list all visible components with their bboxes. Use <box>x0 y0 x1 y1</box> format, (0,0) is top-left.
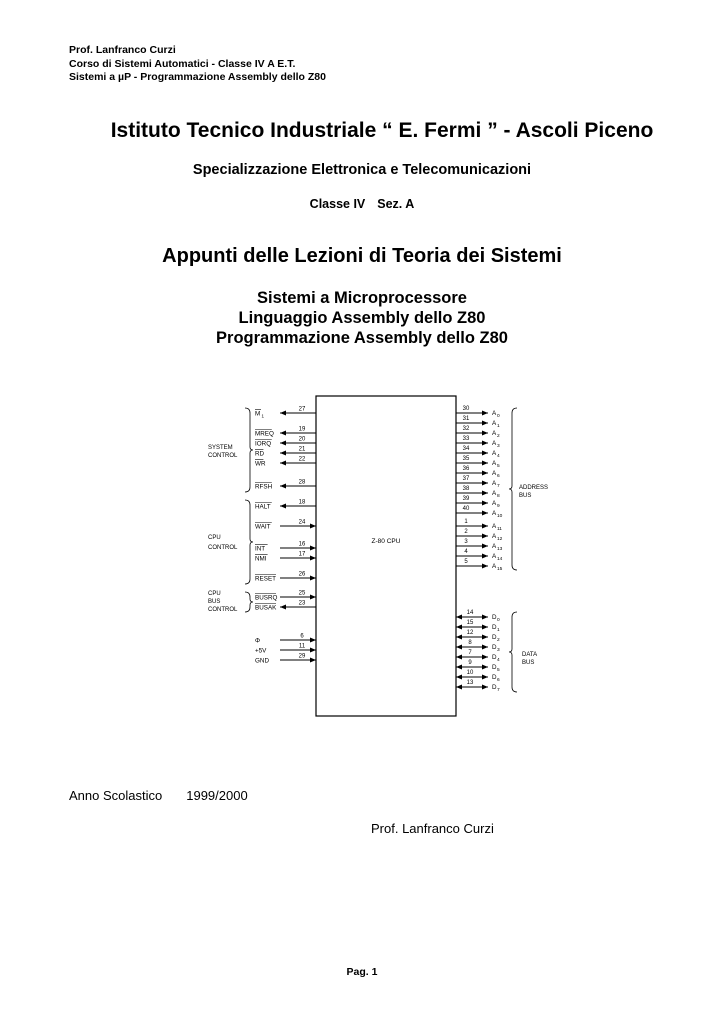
cpu-chip-label: Z-80 CPU <box>371 538 401 545</box>
address-pin-arrow <box>482 451 488 456</box>
data-pin-arrow <box>456 685 462 690</box>
address-signal-label: A <box>492 533 497 540</box>
cpu-chip-body <box>316 396 456 716</box>
left-signal-label: RFSH <box>255 483 273 491</box>
address-pin-arrow <box>482 544 488 549</box>
address-bus-brace <box>509 408 517 570</box>
cpu-control-label: CPU <box>208 535 221 541</box>
bus-control-label: CPU <box>208 591 221 597</box>
left-signal-label: M <box>255 410 261 418</box>
left-pin-arrow <box>310 595 316 600</box>
left-signal-label: BUSAK <box>255 604 277 612</box>
data-pin-arrow <box>456 615 462 620</box>
system-control-label: CONTROL <box>208 453 238 459</box>
data-signal-label: D <box>492 664 497 671</box>
address-pin-arrow <box>482 471 488 476</box>
data-pin-arrow <box>456 635 462 640</box>
data-pin-number: 9 <box>468 660 472 666</box>
data-pin-arrow <box>482 645 488 650</box>
cpu-control-label: CONTROL <box>208 545 238 551</box>
address-signal-subscript: 2 <box>497 434 500 439</box>
left-pin-arrow <box>310 658 316 663</box>
data-pin-number: 13 <box>466 680 474 686</box>
data-pin-number: 8 <box>468 640 472 646</box>
left-signal-label: IORQ <box>255 440 272 448</box>
left-signal-label: WR <box>255 460 266 468</box>
address-signal-label: A <box>492 410 497 417</box>
cpu-control-brace <box>245 500 253 584</box>
address-signal-label: A <box>492 563 497 570</box>
page-number: Pag. 1 <box>346 966 378 978</box>
left-pin-number: 24 <box>298 519 306 526</box>
address-signal-label: A <box>492 420 497 427</box>
address-pin-arrow <box>482 511 488 516</box>
data-signal-subscript: 2 <box>497 638 500 643</box>
data-pin-arrow <box>482 655 488 660</box>
left-pin-number: 20 <box>298 436 306 443</box>
address-signal-subscript: 4 <box>497 454 500 459</box>
left-pin-arrow <box>310 648 316 653</box>
left-signal-label: BUSRQ <box>255 594 278 602</box>
left-pin-number: 6 <box>300 633 304 640</box>
left-signal-label: RESET <box>255 575 276 583</box>
data-pin-arrow <box>482 685 488 690</box>
data-signal-label: D <box>492 634 497 641</box>
left-signal-label: Φ <box>255 637 261 645</box>
data-signal-subscript: 7 <box>497 688 500 693</box>
data-signal-label: D <box>492 684 497 691</box>
institute-title: Istituto Tecnico Industriale “ E. Fermi ” - Ascoli Piceno <box>110 119 654 142</box>
header-line-author: Prof. Lanfranco Curzi <box>69 44 176 56</box>
address-pin-number: 5 <box>464 559 468 565</box>
data-pin-arrow <box>482 625 488 630</box>
data-pin-number: 15 <box>466 620 474 626</box>
address-bus-label: ADDRESS <box>519 485 549 491</box>
address-signal-label: A <box>492 440 497 447</box>
left-pin-arrow <box>310 638 316 643</box>
data-signal-subscript: 4 <box>497 658 500 663</box>
address-pin-number: 34 <box>462 446 470 452</box>
data-pin-arrow <box>456 665 462 670</box>
address-pin-arrow <box>482 461 488 466</box>
address-pin-number: 38 <box>462 486 470 492</box>
data-signal-label: D <box>492 654 497 661</box>
left-pin-arrow <box>310 576 316 581</box>
class-label: Classe IV <box>309 197 366 211</box>
data-bus-label: BUS <box>522 660 535 666</box>
data-bus-brace <box>509 612 517 692</box>
left-pin-arrow <box>310 546 316 551</box>
left-pin-number: 28 <box>298 479 306 486</box>
address-signal-label: A <box>492 510 497 517</box>
address-signal-subscript: 14 <box>497 557 503 562</box>
address-signal-label: A <box>492 553 497 560</box>
data-signal-subscript: 3 <box>497 648 500 653</box>
address-pin-number: 4 <box>464 549 468 555</box>
header-line-subject: Sistemi a µP - Programmazione Assembly dello Z80 <box>69 71 326 83</box>
address-pin-number: 39 <box>462 496 470 502</box>
left-signal-label: +5V <box>255 647 267 655</box>
address-pin-arrow <box>482 534 488 539</box>
section-label: Sez. A <box>377 197 415 211</box>
address-pin-number: 1 <box>464 519 468 525</box>
address-signal-label: A <box>492 523 497 530</box>
data-pin-arrow <box>456 625 462 630</box>
left-pin-arrow <box>280 451 286 456</box>
left-pin-arrow <box>280 431 286 436</box>
data-signal-label: D <box>492 674 497 681</box>
address-signal-label: A <box>492 470 497 477</box>
address-signal-label: A <box>492 490 497 497</box>
data-signal-subscript: 0 <box>497 618 500 623</box>
data-pin-arrow <box>456 645 462 650</box>
school-year-value: 1999/2000 <box>186 788 248 803</box>
address-signal-label: A <box>492 460 497 467</box>
address-signal-subscript: 11 <box>497 527 502 532</box>
address-pin-arrow <box>482 441 488 446</box>
data-signal-subscript: 1 <box>497 628 500 633</box>
bus-control-brace <box>245 592 253 612</box>
left-pin-number: 29 <box>298 653 306 660</box>
left-pin-number: 16 <box>298 541 306 548</box>
address-bus-label: BUS <box>519 493 532 499</box>
data-pin-number: 14 <box>466 610 474 616</box>
data-signal-label: D <box>492 624 497 631</box>
address-signal-subscript: 9 <box>497 504 500 509</box>
left-pin-number: 22 <box>298 456 306 463</box>
left-signal-label: RD <box>255 450 265 458</box>
address-pin-arrow <box>482 431 488 436</box>
left-pin-number: 19 <box>298 426 306 433</box>
address-pin-number: 35 <box>462 456 470 462</box>
pin-layer <box>208 406 548 693</box>
address-signal-subscript: 7 <box>497 484 500 489</box>
left-pin-number: 17 <box>298 551 306 558</box>
data-pin-arrow <box>482 675 488 680</box>
address-signal-label: A <box>492 430 497 437</box>
course-title: Appunti delle Lezioni di Teoria dei Sistemi <box>162 245 562 267</box>
left-pin-arrow <box>280 441 286 446</box>
data-pin-arrow <box>482 665 488 670</box>
address-signal-subscript: 10 <box>497 514 503 519</box>
bus-control-label: BUS <box>208 599 221 605</box>
address-signal-label: A <box>492 543 497 550</box>
left-signal-label: INT <box>255 545 266 553</box>
address-signal-subscript: 5 <box>497 464 500 469</box>
data-pin-arrow <box>482 615 488 620</box>
left-signal-subscript: 1 <box>261 413 265 419</box>
left-pin-number: 11 <box>298 643 306 650</box>
address-signal-subscript: 8 <box>497 494 500 499</box>
bus-control-label: CONTROL <box>208 607 238 613</box>
address-pin-number: 37 <box>462 476 470 482</box>
address-signal-label: A <box>492 450 497 457</box>
left-pin-number: 25 <box>298 590 306 597</box>
address-signal-subscript: 0 <box>497 414 500 419</box>
data-pin-number: 12 <box>466 630 474 636</box>
address-pin-arrow <box>482 524 488 529</box>
data-pin-arrow <box>482 635 488 640</box>
school-year-label: Anno Scolastico <box>69 788 163 803</box>
address-pin-number: 2 <box>464 529 468 535</box>
address-pin-arrow <box>482 421 488 426</box>
left-pin-number: 21 <box>298 446 306 453</box>
address-pin-number: 40 <box>462 506 470 512</box>
address-signal-subscript: 15 <box>497 567 503 572</box>
address-signal-subscript: 1 <box>497 424 500 429</box>
address-signal-label: A <box>492 480 497 487</box>
left-signal-label: GND <box>255 657 269 665</box>
left-pin-number: 23 <box>298 600 306 607</box>
address-pin-number: 3 <box>464 539 468 545</box>
data-pin-arrow <box>456 675 462 680</box>
data-signal-label: D <box>492 614 497 621</box>
address-signal-subscript: 13 <box>497 547 503 552</box>
left-signal-label: MREQ <box>255 430 274 438</box>
address-pin-number: 31 <box>462 416 470 422</box>
address-pin-arrow <box>482 491 488 496</box>
left-signal-label: NMI <box>255 555 267 563</box>
data-pin-number: 7 <box>468 650 472 656</box>
specialization: Specializzazione Elettronica e Telecomunicazioni <box>192 162 532 178</box>
left-pin-arrow <box>280 504 286 509</box>
subtitle-3: Programmazione Assembly dello Z80 <box>216 329 508 347</box>
address-pin-arrow <box>482 554 488 559</box>
address-pin-arrow <box>482 564 488 569</box>
data-pin-number: 10 <box>466 670 474 676</box>
left-pin-number: 18 <box>298 499 306 506</box>
address-pin-number: 36 <box>462 466 470 472</box>
system-control-label: SYSTEM <box>208 445 233 451</box>
data-signal-subscript: 6 <box>497 678 500 683</box>
data-signal-subscript: 5 <box>497 668 500 673</box>
left-pin-arrow <box>280 461 286 466</box>
system-control-brace <box>245 408 253 492</box>
left-pin-arrow <box>310 556 316 561</box>
left-signal-label: HALT <box>255 503 271 511</box>
address-signal-subscript: 3 <box>497 444 500 449</box>
author-signature: Prof. Lanfranco Curzi <box>371 821 494 836</box>
data-signal-label: D <box>492 644 497 651</box>
left-pin-arrow <box>280 411 286 416</box>
left-pin-arrow <box>310 524 316 529</box>
left-pin-arrow <box>280 605 286 610</box>
left-pin-number: 26 <box>298 571 306 578</box>
data-bus-label: DATA <box>522 652 538 658</box>
header-line-course: Corso di Sistemi Automatici - Classe IV A E.T. <box>69 57 296 70</box>
left-pin-arrow <box>280 484 286 489</box>
data-pin-arrow <box>456 655 462 660</box>
address-pin-number: 32 <box>462 426 470 432</box>
left-pin-number: 27 <box>298 406 306 413</box>
subtitle-1: Sistemi a Microprocessore <box>256 289 467 307</box>
address-signal-subscript: 12 <box>497 537 503 542</box>
school-year-line <box>69 788 248 803</box>
address-signal-label: A <box>492 500 497 507</box>
address-pin-arrow <box>482 411 488 416</box>
left-signal-label: WAIT <box>255 523 271 531</box>
address-pin-arrow <box>482 481 488 486</box>
address-signal-subscript: 6 <box>497 474 500 479</box>
address-pin-number: 33 <box>462 436 470 442</box>
address-pin-number: 30 <box>462 406 470 412</box>
subtitle-2: Linguaggio Assembly dello Z80 <box>238 309 486 327</box>
address-pin-arrow <box>482 501 488 506</box>
